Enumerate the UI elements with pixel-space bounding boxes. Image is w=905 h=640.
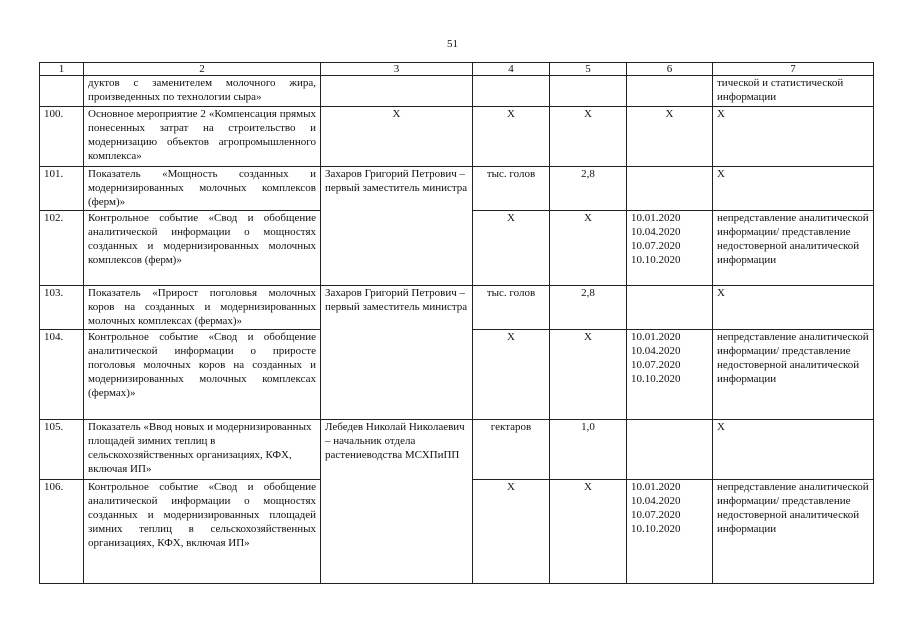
date-item: 10.10.2020 [631,373,681,385]
row-value: X [550,107,627,167]
row-value: 2,8 [550,167,627,211]
row-dates [627,76,713,107]
row-description: дуктов с заменителем молочного жира, произведенных по технологии сыра» [84,76,321,107]
row-unit: X [473,480,550,584]
date-item: 10.07.2020 [631,359,681,371]
column-header: 1 [40,63,84,76]
row-unit: тыс. голов [473,286,550,330]
row-number [40,76,84,107]
row-unit: X [473,330,550,420]
plan-table [39,62,874,584]
row-dates [627,330,713,420]
column-header: 6 [627,63,713,76]
row-responsible: Захаров Григорий Петрович – первый заместитель министра [321,286,473,330]
row-dates [627,286,713,330]
column-header: 7 [713,63,874,76]
row-description: Контрольное событие «Свод и обобщение аналитической информации о приросте поголовья молочных коров на созданных и модернизированных молочных комплексах (фермах)» [84,330,321,420]
table-row [40,420,874,480]
date-item: 10.07.2020 [631,509,681,521]
table-row [40,76,874,107]
row-value: X [550,211,627,286]
row-info: непредставление аналитической информации/ представление недостоверной аналитической информации [713,330,874,420]
page-number: 51 [447,38,458,50]
date-item: 10.04.2020 [631,345,681,357]
row-info: непредставление аналитической информации/ представление недостоверной аналитической информации [713,480,874,584]
row-info: X [713,107,874,167]
row-unit: тыс. голов [473,167,550,211]
row-description: Показатель «Прирост поголовья молочных коров на созданных и модернизированных молочных комплексах (фермах)» [84,286,321,330]
row-info: тической и статистической информации [713,76,874,107]
row-responsible [321,211,473,286]
column-header: 2 [84,63,321,76]
date-item: 10.07.2020 [631,240,681,252]
column-header: 4 [473,63,550,76]
row-dates [627,107,713,167]
row-value: X [550,480,627,584]
row-number: 103. [40,286,84,330]
row-description: Контрольное событие «Свод и обобщение аналитической информации о мощностях созданных и модернизированных молочных комплексов (ферм)» [84,211,321,286]
row-number: 104. [40,330,84,420]
row-info: непредставление аналитической информации/ представление недостоверной аналитической информации [713,211,874,286]
date-item: 10.01.2020 [631,481,681,493]
row-dates [627,167,713,211]
table-row [40,107,874,167]
date-item: 10.10.2020 [631,523,681,535]
row-value: 2,8 [550,286,627,330]
row-info: X [713,420,874,480]
row-responsible [321,480,473,584]
table-row [40,286,874,330]
row-responsible: X [321,107,473,167]
table-row [40,167,874,211]
date-item: 10.01.2020 [631,212,681,224]
row-unit [473,76,550,107]
row-responsible [321,330,473,420]
row-info: X [713,167,874,211]
column-header: 5 [550,63,627,76]
row-number: 100. [40,107,84,167]
table-header-row [40,63,874,76]
date-item: 10.04.2020 [631,495,681,507]
row-responsible: Захаров Григорий Петрович – первый заместитель министра [321,167,473,211]
row-dates [627,420,713,480]
row-dates [627,211,713,286]
row-number: 105. [40,420,84,480]
row-description: Показатель «Ввод новых и модернизированных площадей зимних теплиц в сельскохозяйственных организациях, КФХ, включая ИП» [84,420,321,480]
row-unit: X [473,211,550,286]
row-number: 106. [40,480,84,584]
date-item: 10.10.2020 [631,254,681,266]
row-responsible: Лебедев Николай Николаевич – начальник отдела растениеводства МСХПиПП [321,420,473,480]
row-value: X [550,330,627,420]
row-value [550,76,627,107]
row-description: Контрольное событие «Свод и обобщение аналитической информации о мощностях созданных и модернизированных площадей зимних теплиц в сельскохозяйственных организациях, КФХ, включая ИП» [84,480,321,584]
table-row [40,480,874,584]
row-unit: гектаров [473,420,550,480]
row-value: 1,0 [550,420,627,480]
row-number: 102. [40,211,84,286]
column-header: 3 [321,63,473,76]
date-item: X [665,108,674,120]
row-info: X [713,286,874,330]
row-number: 101. [40,167,84,211]
date-item: 10.04.2020 [631,226,681,238]
table-row [40,330,874,420]
row-description: Основное мероприятие 2 «Компенсация прямых понесенных затрат на строительство и модернизацию объектов агропромышленного комплекса» [84,107,321,167]
row-responsible [321,76,473,107]
row-dates [627,480,713,584]
date-item: 10.01.2020 [631,331,681,343]
row-description: Показатель «Мощность созданных и модернизированных молочных комплексов (ферм)» [84,167,321,211]
row-unit: X [473,107,550,167]
table-row [40,211,874,286]
